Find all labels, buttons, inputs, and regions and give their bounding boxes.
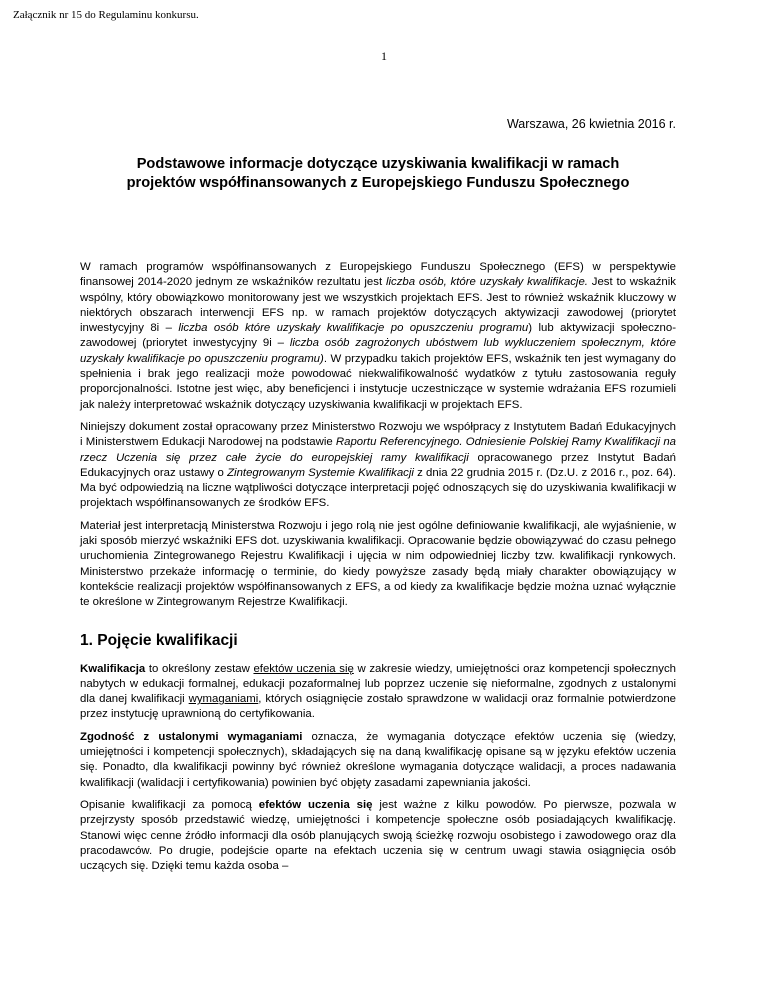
date-line: Warszawa, 26 kwietnia 2016 r. bbox=[506, 117, 676, 131]
title-line-1: Podstawowe informacje dotyczące uzyskiwania kwalifikacji w ramach bbox=[136, 156, 620, 172]
underlined-text: wymaganiami bbox=[188, 693, 259, 706]
text: W ramach programów współfinansowanych z Europejskiego Funduszu Społecznego (EFS) w perspektywie finansowej 2014-2020 jednym ze wskaźników rezultatu jest bbox=[80, 261, 676, 289]
bold-text: Kwalifikacja bbox=[80, 662, 146, 675]
text: Opisanie kwalifikacji za pomocą bbox=[80, 798, 259, 811]
text: ) lub aktywizacji społeczno-zawodowej (priorytet inwestycyjny 9i – bbox=[80, 322, 676, 350]
text: opracowanego przez Instytut Badań Edukacyjnych oraz ustawy o bbox=[80, 451, 676, 479]
paragraph-compliance bbox=[80, 730, 676, 791]
italic-text: Raportu Referencyjnego. Odniesienie Polskiej Ramy Kwalifikacji na rzecz Uczenia się przez całe życie do europejskiej ramy kwalifikacji bbox=[80, 436, 676, 464]
text: jest ważne z kilku powodów. Po pierwsze, pozwala w przejrzysty sposób przedstawić wiedzę, umiejętności i kompetencje społeczne osób posiadających kwalifikację. Stanowi więc cenne źródło informacji dla osób planujących swoją ścieżkę rozwoju osobistego i zawodowego oraz dla pracodawców. Po drugie, podejście oparte na efektach uczenia się w centrum uwagi stawia osiągnięcia osób uczących się. Dzięki temu każda osoba – bbox=[80, 798, 677, 873]
text: , których osiągnięcie zostało sprawdzone w walidacji oraz formalnie potwierdzone przez instytucję uprawnioną do certyfikowania. bbox=[80, 693, 676, 721]
underlined-text: efektów uczenia się bbox=[253, 662, 354, 675]
section-heading: 1. Pojęcie kwalifikacji bbox=[80, 631, 238, 649]
text: oznacza, że wymagania dotyczące efektów uczenia się (wiedzy, umiejętności i kompetencji społecznych), składających się na daną kwalifikację opisane są w języku efektów uczenia się. Ponadto, dla kwalifikacji powinny być również określone wymagania dotyczące walidacji, a proces nadawania kwalifikacji (walidacji i certyfikowania) powinien być objęty zasadami zapewniania jakości. bbox=[80, 730, 676, 789]
paragraph-learning-outcomes bbox=[80, 798, 676, 874]
paragraph-interpretation: Materiał jest interpretacją Ministerstwa Rozwoju i jego rolą nie jest ogólne definiowanie kwalifikacji, ale wyjaśnienie, w jaki sposób mierzyć wskaźniki EFS dot. uzyskiwania kwalifikacji. Opracowanie będzie obowiązywać do czasu pełnego uruchomienia Zintegrowanego Rejestru Kwalifikacji i ujęcia w nim odpowiedniej liczby tzw. kwalifikacji rynkowych. Ministerstwo przekaże informację o terminie, do kiedy powyższe zasady będą miały charakter obowiązujący w kontekście realizacji projektów współfinansowanych z EFS, a od kiedy za kwalifikacje będzie można uznać wyłącznie te określone w Zintegrowanym Rejestrze Kwalifikacji. bbox=[80, 519, 676, 609]
text: w zakresie wiedzy, umiejętności oraz kompetencji społecznych nabytych w edukacji formalnej, edukacji pozaformalnej lub poprzez uczenie się nieformalne, zgodnych z ustalonymi dla danej kwalifikacji bbox=[80, 662, 676, 706]
text: z dnia 22 grudnia 2015 r. (Dz.U. z 2016 r., poz. 64). Ma być odpowiedzią na liczne wątpliwości dotyczące interpretacji pojęć odnoszących się do uzyskiwania kwalifikacji w projektach współfinansowanych ze środków EFS. bbox=[80, 466, 676, 510]
italic-text: liczba osób zagrożonych ubóstwem lub wykluczeniem społecznym, które uzyskały kwalifikacje po opuszczeniu programu) bbox=[80, 337, 676, 365]
text: Niniejszy dokument został opracowany przez Ministerstwo Rozwoju we współpracy z Instytutem Badań Edukacyjnych i Ministerstwem Edukacji Narodowej na podstawie bbox=[80, 420, 676, 449]
text: Jest to wskaźnik wspólny, który obowiązkowo monitorowany jest we wszystkich projektach EFS. Jest to również wskaźnik kluczowy w niektórych obszarach interwencji EFS np. w ramach projektów dotyczących aktywizacji zawodowej (priorytet inwestycyjny 8i – bbox=[80, 276, 676, 335]
page-number: 1 bbox=[381, 49, 387, 63]
italic-text: liczba osób, które uzyskały kwalifikacje. bbox=[385, 276, 588, 289]
title-line-2: projektów współfinansowanych z Europejskiego Funduszu Społecznego bbox=[126, 175, 630, 191]
paragraph-definition bbox=[80, 662, 676, 723]
text: to określony zestaw bbox=[145, 662, 254, 675]
paragraph-source bbox=[80, 420, 676, 512]
annex-note: Załącznik nr 15 do Regulaminu konkursu. bbox=[13, 9, 199, 21]
italic-text: Zintegrowanym Systemie Kwalifikacji bbox=[227, 466, 414, 479]
text: . W przypadku takich projektów EFS, wskaźnik ten jest wymagany do spełnienia i brak jego realizacji może powodować niekwalifikowalność wydatków z tytułu zastosowania reguły proporcjonalności. Istotne jest więc, aby beneficjenci i instytucje uczestniczące w systemie wdrażania EFS rozumieli jak należy interpretować wskaźnik dotyczący uzyskiwania kwalifikacji w projektach EFS. bbox=[80, 352, 676, 411]
italic-text: liczba osób które uzyskały kwalifikacje po opuszczeniu programu bbox=[178, 322, 529, 335]
bold-text: Zgodność z ustalonymi wymaganiami bbox=[80, 730, 303, 743]
paragraph-intro bbox=[80, 260, 676, 413]
bold-text: efektów uczenia się bbox=[258, 798, 373, 811]
document-body bbox=[80, 260, 676, 881]
document-title bbox=[80, 155, 676, 193]
